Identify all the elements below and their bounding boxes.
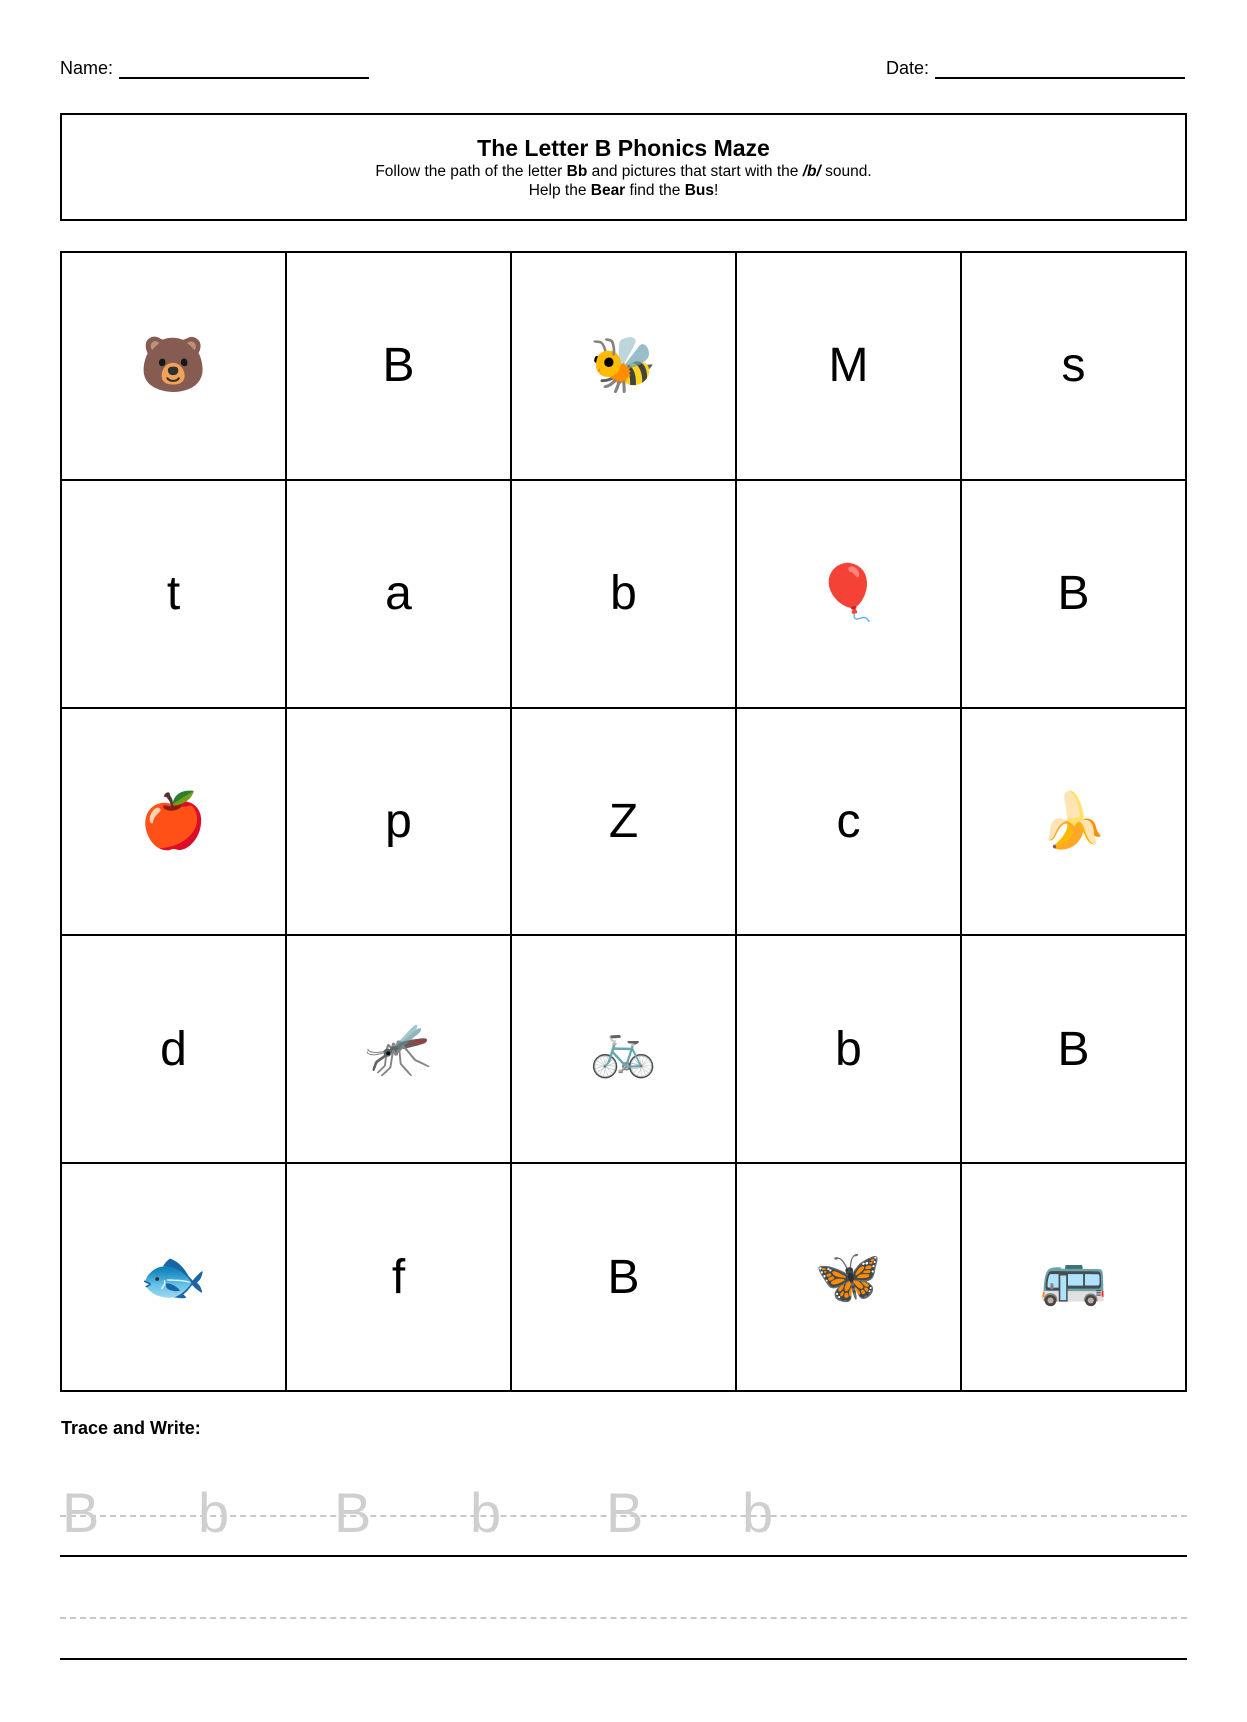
bear-icon[interactable]: 🐻	[61, 252, 286, 480]
trace-letter: B	[606, 1481, 644, 1544]
maze-cell-letter[interactable]: B	[961, 935, 1186, 1163]
maze-cell-letter[interactable]: Z	[511, 708, 736, 936]
title-box	[60, 113, 1187, 221]
baseline-1	[60, 1555, 1187, 1557]
date-field[interactable]	[886, 58, 1185, 79]
worksheet-title: The Letter B Phonics Maze	[477, 135, 770, 161]
butterfly-icon[interactable]: 🦋	[736, 1163, 961, 1391]
balloon-icon[interactable]: 🎈	[736, 480, 961, 708]
mosquito-icon[interactable]: 🦟	[286, 935, 511, 1163]
name-field[interactable]	[60, 58, 369, 79]
apple-icon[interactable]: 🍎	[61, 708, 286, 936]
banana-icon[interactable]: 🍌	[961, 708, 1186, 936]
maze-cell-letter[interactable]: a	[286, 480, 511, 708]
maze-grid	[60, 251, 1187, 1392]
maze-cell-letter[interactable]: b	[736, 935, 961, 1163]
maze-cell-letter[interactable]: d	[61, 935, 286, 1163]
guide-dashed-line-2	[60, 1617, 1187, 1619]
trace-letter: b	[198, 1481, 230, 1544]
maze-cell-letter[interactable]: M	[736, 252, 961, 480]
trace-letter: b	[742, 1481, 774, 1544]
baseline-2	[60, 1658, 1187, 1660]
instructions-line-1: Follow the path of the letter Bb and pictures that start with the /b/ sound.	[375, 163, 872, 180]
maze-cell-letter[interactable]: c	[736, 708, 961, 936]
date-line[interactable]	[935, 63, 1185, 79]
trace-letter: B	[62, 1481, 100, 1544]
fish-icon[interactable]: 🐟	[61, 1163, 286, 1391]
maze-cell-letter[interactable]: t	[61, 480, 286, 708]
maze-cell-letter[interactable]: f	[286, 1163, 511, 1391]
maze-cell-letter[interactable]: B	[511, 1163, 736, 1391]
maze-cell-letter[interactable]: b	[511, 480, 736, 708]
bee-icon[interactable]: 🐝	[511, 252, 736, 480]
name-label: Name:	[60, 58, 114, 78]
trace-label: Trace and Write:	[61, 1418, 201, 1438]
maze-cell-letter[interactable]: B	[286, 252, 511, 480]
bus-icon[interactable]: 🚌	[961, 1163, 1186, 1391]
date-label: Date:	[886, 58, 930, 78]
maze-cell-letter[interactable]: s	[961, 252, 1186, 480]
maze-cell-letter[interactable]: B	[961, 480, 1186, 708]
trace-letter: B	[334, 1481, 372, 1544]
name-line[interactable]	[119, 63, 369, 79]
instructions-line-2: Help the Bear find the Bus!	[528, 182, 719, 199]
maze-cell-letter[interactable]: p	[286, 708, 511, 936]
bicycle-icon[interactable]: 🚲	[511, 935, 736, 1163]
trace-letter: b	[470, 1481, 502, 1544]
